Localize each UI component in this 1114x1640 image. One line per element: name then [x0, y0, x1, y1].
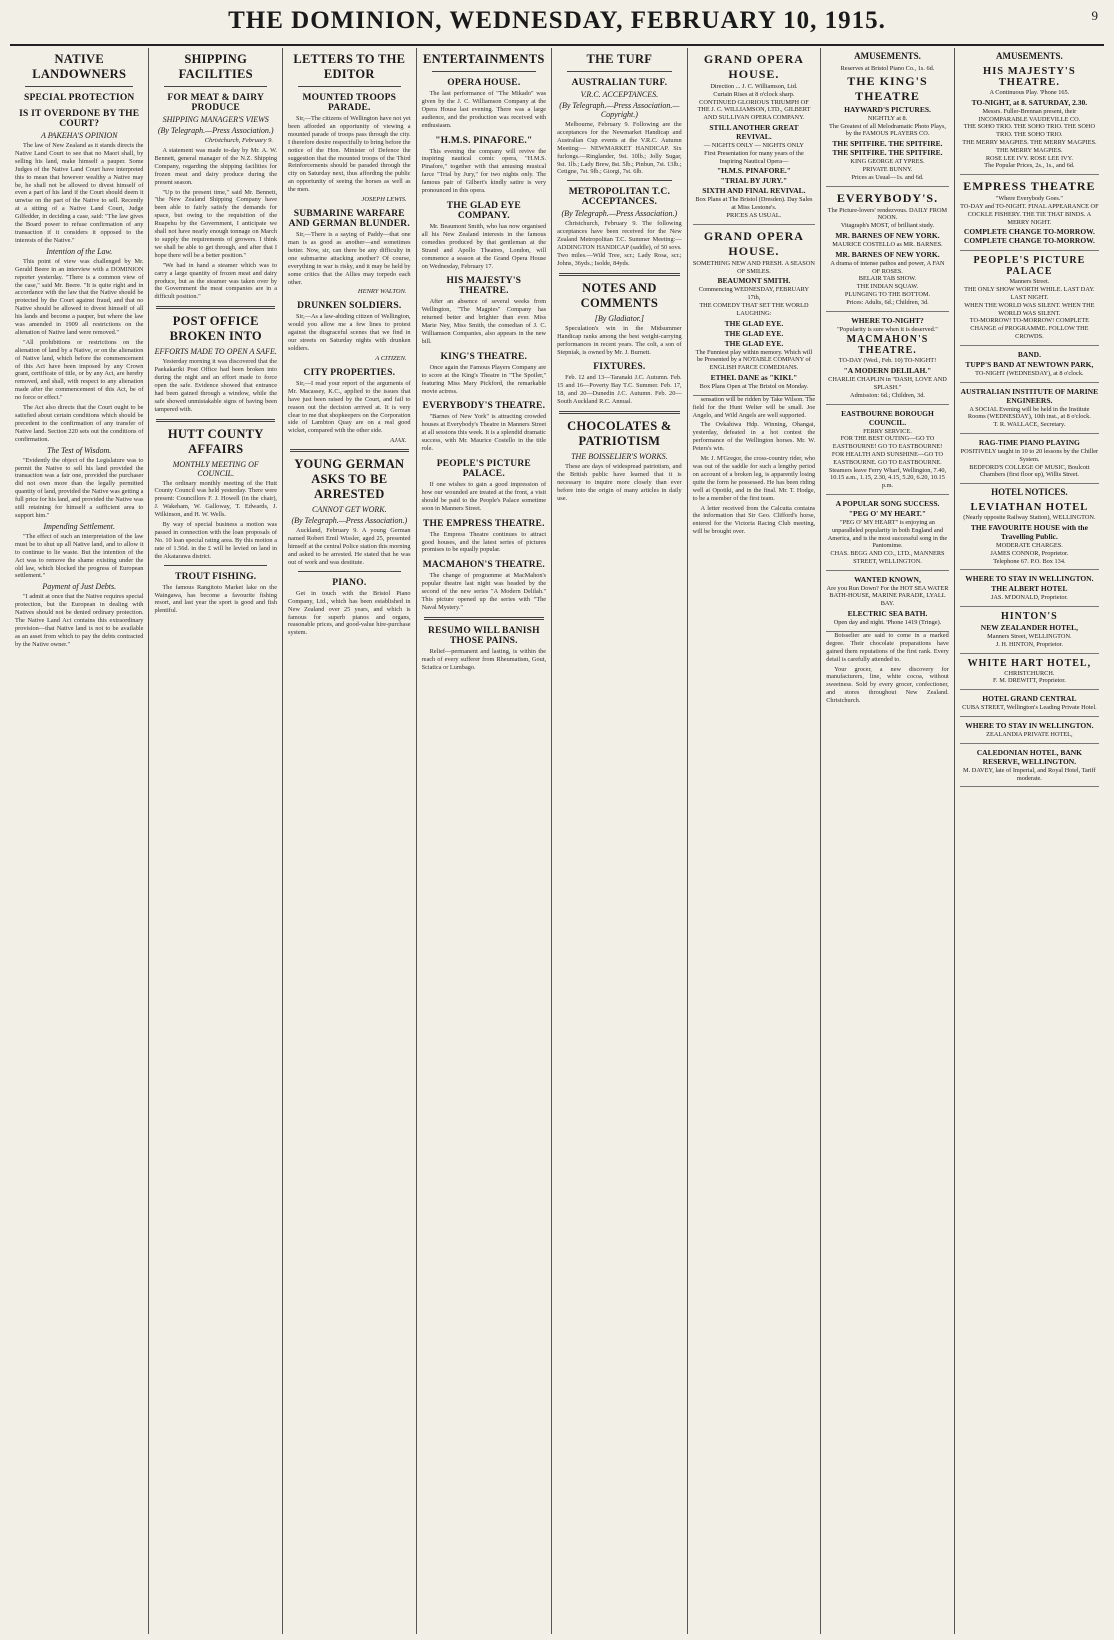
entertainment-body: The Empress Theatre continues to attract good houses, and the latest series of pictures promises to be equally popular. [421, 530, 547, 554]
advert-line: SIXTH AND FINAL REVIVAL. [702, 186, 806, 196]
columns [10, 48, 1104, 1634]
advert-heading: WHERE TO STAY IN WELLINGTON. [965, 721, 1094, 731]
advert-line: "H.M.S. PINAFORE." [716, 166, 791, 176]
article-paragraph: Speculation's win in the Midsummer Handicap ranks among the best weight-carrying performances in recent years. The colt, a son of Stepniak, is owned by Mr. J. Burnett. [557, 324, 682, 356]
byline: [By Gladiator.] [594, 313, 645, 323]
advert-line: THE GLAD EYE. [724, 328, 784, 338]
column-turf [552, 48, 688, 1634]
advert-line: TO-DAY (Wed., Feb. 10) TO-NIGHT! [838, 357, 937, 365]
advert-line: Manners Street. [1009, 278, 1050, 286]
advert-line: NEW ZEALANDER HOTEL, [980, 623, 1078, 633]
advert-line: MR. BARNES OF NEW YORK. [835, 249, 940, 259]
article-paragraph: Boisselier are said to come in a marked degree. Their chocolate preparations have gained them reputations of the first rank. Every detail is carefully attended to. [826, 631, 949, 663]
article-heading: LETTERS TO THE EDITOR [293, 52, 406, 81]
advert-line: MR. BARNES OF NEW YORK. [835, 230, 940, 240]
page-number: 9 [1091, 8, 1098, 23]
advert-line: J. H. HINTON, Proprietor. [995, 640, 1063, 648]
advert-line: Vitagraph's MOST, of brilliant study. [840, 222, 935, 230]
advert-line: Reserves at Bristol Piano Co., 1s. 6d. [840, 65, 935, 72]
article-paragraph: Mr. J. M'Gregor, the cross-country rider, who was out of the saddle for such a lengthy period on account of a broken leg, is apparently losing quite the form he possessed. He has been riding well at Opotiki, and in the final. Mr. T. Hodge, to be a member of the first team. [692, 455, 816, 502]
advert-line: A SOCIAL Evening will be held in the Institute Rooms (WEDNESDAY), 10th inst., at 8 o'clock. [967, 405, 1091, 421]
entertainment-body: The last performance of "The Mikado" was given by the J. C. Williamson Company at the Opera House last evening. There was a large audience, and the production was received with enthusiasm. [421, 90, 547, 129]
article-subheading: FOR MEAT & DAIRY PRODUCE [167, 93, 265, 113]
byline: (By Telegraph.—Press Association.) [157, 126, 274, 135]
advert-line: FERRY SERVICE. [863, 427, 912, 435]
article-heading: CHOCOLATES & PATRIOTISM [567, 419, 672, 449]
advert-ragtime-piano [960, 434, 1099, 484]
advert-his-majestys [960, 62, 1099, 175]
article-subheading: THE BOISSELIER'S WORKS. [571, 452, 668, 462]
letter-body: Sir,—The citizens of Wellington have not yet been afforded an opportunity of viewing a mounted parade of troops pass through the city. I therefore desire respectfully to bring before the notice of the Hon. Minister of Defence the suggestion that the mounted troops of the Third Reinforcements should be paraded through the city on Saturday next, thus affording the public an opportunity of seeing the horses as well as the men. [288, 115, 411, 194]
advert-line: THE SOHO TRIO. THE SOHO TRIO. THE SOHO TRIO. THE SOHO TRIO. [963, 123, 1095, 139]
advert-heading: LEVIATHAN HOTEL [970, 502, 1089, 514]
advert-line: COMPLETE CHANGE TO-MORROW. COMPLETE CHANGE TO-MORROW. [963, 227, 1095, 246]
advert-line: NIGHTLY at 8. [867, 114, 908, 122]
article-subheading: V.R.C. ACCEPTANCES. [580, 90, 659, 99]
acceptances-list: Christchurch, February 9. The following acceptances have been received for the New Zealand Metropolitan T.C. Summer Meeting:— ADDINGTON HANDICAP (saddle), of 50 sovs. Two miles.—Wild Tree, scr.; Lady Rosa, scr.; Johns, 36yds.; Isolde, 84yds. [557, 220, 682, 267]
advert-heading: EMPRESS THEATRE [963, 179, 1096, 194]
article-paragraph: "Evidently the object of the Legislature was to permit the Native to sell his land provided the transaction was a fair one, provided the purchaser did not own more than the legally permitted quantity of land, provided the Native was getting a full price for his land, and provided the Native was still retaining for himself a sufficient area to support him." [15, 456, 144, 519]
advert-marine-engineers [960, 383, 1099, 434]
section-heading: The Test of Wisdom. [47, 445, 112, 455]
advert-line: "TRIAL BY JURY." [720, 176, 788, 186]
advert-line: "PEG O' MY HEART" is enjoying an unparalleled popularity in both England and America, and is the most successful song in the Pantomime. [827, 518, 948, 550]
advert-heading: GRAND OPERA HOUSE. [703, 52, 804, 81]
advert-line: Prices as Usual—1s. and 6d. [851, 173, 924, 181]
advert-peoples-palace [960, 251, 1099, 345]
article-paragraph: "The effect of such an interpretation of the law must be to shut up all Native land, and to allow it to continue to lie waste. But the intention of the Act was to remove the shame existing under the old law, which blocked the progress of European settlement." [15, 532, 144, 580]
byline: (By Telegraph.—Press Association.—Copyright.) [559, 101, 680, 119]
entertainment-body: The change of programme at MacMahon's popular theatre last night was headed by the second of the new series "A Modern Delilah." This picture opened up the series with "The Naval Mystery." [421, 572, 547, 611]
article-paragraph: sensation will be ridden by Take Wilson. The field for the Hunt Welter will be small. Joe Angelo, and Wild Angels are well supported. [692, 395, 816, 419]
article-heading: ENTERTAINMENTS [423, 52, 545, 66]
advert-line: POSITIVELY taught in 10 to 20 lessons by the Chiller System. [960, 447, 1099, 463]
entertainment-title: MACMAHON'S THEATRE. [422, 560, 545, 571]
article-paragraph: "Up to the present time," said Mr. Bennett, "the New Zealand Shipping Company have been able to fairly satisfy the demands for space, but owing to the requisition of the Ruapehu by the Government, I anticipate we shall not have nearly enough tonnage on March to supply the requirements of growers. I think we shall be able to get through, and after that I hope there will be a better position." [154, 188, 278, 259]
advert-line: Open day and night. 'Phone 1419 (Tringe). [833, 619, 942, 627]
advert-line: First Presentation for many years of the Inspiring Nautical Opera— [704, 149, 804, 165]
advert-line: SOMETHING NEW AND FRESH. A SEASON OF SMILES. [692, 259, 815, 275]
advert-line: ROSE LEE IVY. ROSE LEE IVY. [985, 154, 1073, 162]
advert-line: TUPP'S BAND AT NEWTOWN PARK, [965, 359, 1094, 369]
advert-everybodys [826, 187, 949, 312]
article-paragraph: These are days of widespread patriotism, and the British public have learned that it is necessary to inquire more closely than ever before into the origin of many articles in daily use. [557, 463, 682, 502]
article-subheading: MONTHLY MEETING OF COUNCIL. [172, 459, 259, 478]
advert-line: ELECTRIC SEA BATH. [847, 609, 928, 619]
column-shipping [149, 48, 283, 1634]
advert-heading: AUSTRALIAN INSTITUTE OF MARINE ENGINEERS. [960, 386, 1099, 405]
article-paragraph: Your grocer, a new discovery for manufacturers, line, white cocoa, without sweetness. Sold by every grocer, confectioner, and stores throughout New Zealand. Christchurch. [826, 665, 949, 705]
advert-line: TO-NIGHT, at 8. SATURDAY, 2.30. [971, 97, 1088, 107]
section-heading: FIXTURES. [593, 362, 646, 373]
advert-line: Are you Run Down? For the HOT SEA WATER BATH-HOUSE, MARINE PARADE, LYALL BAY. [826, 584, 949, 608]
advert-line: Steamers leave Ferry Wharf, Wellington, 7.40, 10.15 a.m., 1.15, 2.30, 4.15, 5.20, 6.20, 10.15 p.m. [828, 466, 947, 490]
advert-peg-o-my-heart [826, 495, 949, 571]
article-heading: THE TURF [586, 52, 653, 66]
advert-line: TO-MORROW! TO-MORROW! COMPLETE CHANGE of PROGRAMME. FOLLOW THE CROWDS. [969, 317, 1090, 340]
advert-leviathan-hotel [960, 498, 1099, 570]
advert-line: The Picture-lovers' rendezvous. DAILY FROM NOON. [827, 206, 948, 222]
advert-heading: EASTBOURNE BOROUGH COUNCIL. [841, 408, 934, 427]
advert-line: Box Plans Open at The Bristol on Monday. [699, 382, 809, 390]
advert-line: F. M. DREWITT, Proprietor. [993, 677, 1066, 685]
advert-line: CHRISTCHURCH. [1004, 669, 1055, 677]
dateline: Christchurch, February 9. [204, 137, 274, 144]
article-paragraph: A letter received from the Calcutta contains the information that Sir Geo. Clifford's horse, entered for the Victoria Racing Club meeting, will be brought over. [692, 504, 816, 536]
advert-heading: A POPULAR SONG SUCCESS. [835, 498, 940, 508]
letter-signature: A CITIZEN. [375, 354, 407, 362]
advert-line: FOR THE BEST OUTING—GO TO EASTBOURNE! GO TO EASTBOURNE! [832, 435, 943, 451]
section-heading: AMUSEMENTS. [854, 51, 921, 61]
byline: (By Telegraph.—Press Association.) [561, 209, 678, 219]
advert-sea-bath [826, 571, 949, 632]
entertainment-title: KING'S THEATRE. [440, 351, 528, 362]
advert-line: M. DAVEY, late of Imperial, and Royal Hotel, Tariff moderate. [963, 766, 1096, 782]
advert-line: THE COMEDY THAT SET THE WORLD LAUGHING: [699, 301, 809, 317]
article-heading: RESUMO WILL BANISH THOSE PAINS. [428, 625, 540, 646]
advert-line: Box Plans at The Bristol (Dresden). Day Sales at Miss Lestone's. [695, 196, 813, 212]
advert-line: "A MODERN DELILAH." [843, 366, 932, 376]
letter-title: MOUNTED TROOPS PARADE. [302, 93, 397, 113]
advert-heading: HOTEL GRAND CENTRAL [982, 694, 1077, 704]
article-heading: PIANO. [332, 577, 367, 588]
advert-heading: THE KING'S THEATRE [847, 73, 928, 103]
article-paragraph: Auckland, February 9. A young German named Robert Emil Wissler, aged 25, presented himself at the central Police station this morning and asked to be arrested. He stated that he was out of work and was destitute. [288, 527, 411, 566]
article-subheading: EFFORTS MADE TO OPEN A SAFE. [154, 347, 277, 357]
advert-line: CONTINUED GLORIOUS TRIUMPH OF THE J. C. WILLIAMSON, LTD., GILBERT AND SULLIVAN OPERA COMPANY. [697, 98, 811, 122]
letter-title: DRUNKEN SOLDIERS. [297, 301, 402, 312]
entertainment-body: This evening the company will revive the inspiring nautical comic opera, "H.M.S. Pinafore," together with that amusing musical farce "Trial by Jury," for two nights only. The famous pair of Gilbert's kindly satire is very pronounced in this opera. [421, 147, 547, 195]
advert-heading: EVERYBODY'S. [836, 190, 939, 205]
advert-line: The Greatest of all Melodramatic Photo Plays, by the FAMOUS PLAYERS CO. [828, 122, 946, 138]
letter-signature: AJAX. [390, 437, 407, 445]
advert-line: Curtain Rises at 8 o'clock sharp. [713, 90, 795, 98]
advert-line: THE SPITFIRE. THE SPITFIRE. THE SPITFIRE. THE SPITFIRE. [832, 139, 943, 158]
entertainment-title: EVERYBODY'S THEATRE. [422, 401, 546, 412]
advert-grand-opera-house [693, 48, 816, 225]
entertainment-body: Once again the Famous Players Company are to score at the King's Theatre in "The Spoiler," featuring Miss Mary Pickford, the remarkable movie actress. [421, 363, 547, 395]
advert-line: MODERATE CHARGES. [995, 541, 1063, 549]
advert-zealandia [960, 717, 1099, 744]
advert-line: PLUNGING TO THE BOTTOM. [844, 290, 931, 298]
advert-heading: RAG-TIME PIANO PLAYING [978, 437, 1080, 447]
article-paragraph: Get in touch with the Bristol Piano Company, Ltd., which has been established in New Zealand over 25 years, and which is famous for superb pianos and organs, reasonable prices, and good-value hire-purchase system. [288, 589, 411, 637]
entertainment-title: THE EMPRESS THEATRE. [423, 518, 545, 529]
advert-line: T. R. WALLACE, Secretary. [993, 421, 1066, 429]
advert-line: THE INDIAN SQUAW. [856, 283, 919, 291]
advert-line: ETHEL DANE as "KIKI." [710, 372, 798, 382]
article-subheading: A PAKEHA'S OPINION [40, 131, 118, 140]
advert-line: THE ONLY SHOW WORTH WHILE. LAST DAY. LAST NIGHT. [964, 286, 1095, 301]
advert-line: CHARLIE CHAPLIN in "DASH, LOVE AND SPLASH." [828, 376, 947, 391]
advert-heading: GRAND OPERA HOUSE. [703, 228, 804, 258]
advert-line: PRIVATE BUNNY. [862, 165, 913, 173]
section-heading: Payment of Just Debts. [42, 582, 117, 592]
article-paragraph: By way of special business a motion was passed in connection with the loan proposals of No. 10 loan special rating area. By this motion a rate of 1.56d. in the £ will be levied on land in the Akatarawa district. [154, 521, 278, 560]
advert-line: Messrs. Fuller-Brennan present, their INCOMPARABLE VAUDEVILLE CO. [978, 107, 1081, 123]
advert-heading: WHITE HART HOTEL, [967, 657, 1092, 669]
advert-line: The Funniest play within memory. Which will be Presented by a NOTABLE COMPANY of ENGLISH FARCE COMEDIANS. [695, 348, 813, 372]
article-subheading: METROPOLITAN T.C. ACCEPTANCES. [568, 187, 671, 208]
advert-glad-eye [693, 225, 816, 396]
article-heading: HUTT COUNTY AFFAIRS [167, 426, 264, 456]
advert-heading: BAND. [1017, 349, 1041, 359]
column-letters [283, 48, 417, 1634]
letter-body: Sir,—As a law-abiding citizen of Wellington, would you allow me a few lines to protest against the disgraceful scenes that we find in our streets on Saturday nights with drunken soldiers. [288, 313, 411, 353]
article-subheading: CANNOT GET WORK. [311, 505, 387, 515]
advert-line: PRICES AS USUAL. [726, 211, 782, 219]
article-paragraph: A statement was made to-day by Mr. A. W. Bennett, general manager of the N.Z. Shipping Company, regarding the shipping facilities for frozen meat and dairy produce during the present season. [154, 147, 278, 186]
advert-heading: WANTED KNOWN, [854, 574, 921, 584]
entertainment-body: Mr. Beaumont Smith, who has now organised all his New Zealand interests in the famous comedies produced by that gentleman at the Strand and Apollo Theatres, London, will commence a season at the Grand Opera House on Wednesday, February 17. [421, 222, 547, 270]
advert-line: "PEG O' MY HEART." [848, 508, 927, 518]
advert-line: BEAUMONT SMITH. [717, 276, 791, 286]
advert-line: Telephone 67. P.O. Box 134. [993, 557, 1066, 565]
section-heading: AMUSEMENTS. [996, 51, 1063, 61]
column-opera-ads [688, 48, 822, 1634]
advert-heading: PEOPLE'S PICTURE PALACE [973, 255, 1086, 278]
advert-line: "Where Everybody Goes." [995, 195, 1063, 203]
section-heading: Impending Settlement. [43, 521, 115, 531]
advert-macmahons [826, 312, 949, 405]
advert-line: Manners Street, WELLINGTON. [987, 633, 1072, 641]
advert-eastbourne-ferry [826, 405, 949, 495]
article-paragraph: The Act also directs that the Court ought to be satisfied about certain conditions which should be precedent to the confirmation of any transfer of Native land. Section 220 sets out the conditions of confirmation. [15, 404, 144, 443]
advert-line: Commencing WEDNESDAY, FEBRUARY 17th, [698, 286, 810, 302]
advert-line: BEDFORD'S COLLEGE OF MUSIC, Boulcott Chambers (first floor up), Willis Street. [969, 463, 1090, 479]
article-paragraph: This point of view was challenged by Mr. Gerald Beere in an interview with a DOMINION reporter yesterday. "There is a common view of the case," said Mr. Beere. "It is quite right and in accordance with the law that the Native should be protected by the Court against fraud, and that no Native should be allowed to divest himself of all his lands and become a pauper, but where the law was amended in 1909 all restrictions on the alienation of Native land were removed." [15, 257, 144, 336]
advert-line: THE MERRY MAGPIES. THE MERRY MAGPIES. THE MERRY MAGPIES. [962, 138, 1097, 154]
entertainment-title: HIS MAJESTY'S THEATRE. [446, 276, 522, 297]
article-subheading: SHIPPING MANAGER'S VIEWS [162, 115, 269, 124]
advert-hintons [960, 607, 1099, 654]
advert-line: FOR HEALTH AND SUNSHINE—GO TO EASTBOURNE. GO TO EASTBOURNE. [831, 450, 944, 466]
article-heading: TROUT FISHING. [175, 571, 257, 582]
article-paragraph: "All prohibitions or restrictions on the alienation of land by a Native, or on the alienation of Native land, which before the commencement of this Act have been imposed by any Crown grant, certificate of title, or by any Act, are hereby removed, and shall, with respect to any alienation made after the commencement of this Act, be of no force or effect." [15, 338, 144, 402]
column-native-landowners [10, 48, 149, 1634]
entertainment-title: PEOPLE'S PICTURE PALACE. [436, 459, 531, 479]
advert-line: The Popular Prices, 2s., 1s., and 6d. [984, 162, 1075, 170]
advert-line: TO-NIGHT (WEDNESDAY), at 8 o'clock. [975, 369, 1084, 377]
masthead-title: THE DOMINION, WEDNESDAY, FEBRUARY 10, 1915. [228, 7, 886, 34]
letter-signature: HENRY WALTON. [357, 288, 407, 296]
entertainment-title: THE GLAD EYE COMPANY. [446, 200, 521, 221]
advert-heading: CALEDONIAN HOTEL, BANK RESERVE, WELLINGTON. [976, 747, 1082, 766]
advert-line: MACMAHON'S THEATRE. [846, 334, 929, 357]
advert-heading: HIS MAJESTY'S THEATRE. [983, 66, 1076, 88]
advert-line: — NIGHTS ONLY — NIGHTS ONLY [703, 141, 804, 149]
article-paragraph: The ordinary monthly meeting of the Hutt County Council was held yesterday. There were present: Councillors F. J. Howell (in the chair), J. Wakeham, W. Galloway, T. Edwards, J. Wilkinson, and H. W. Wells. [154, 479, 278, 519]
advert-line: HAYWARD'S PICTURES. [844, 104, 931, 114]
article-heading: SHIPPING FACILITIES [178, 52, 253, 81]
article-heading: NATIVE LANDOWNERS [32, 52, 127, 81]
advert-albert-hotel [960, 570, 1099, 607]
advert-line: Admission: 6d.; Children, 3d. [850, 391, 925, 399]
letter-body: Sir,—There is a saying of Paddy—that one man is as good as another—and sometimes better. Now, sir, can there be any difficulty in one submarine attacking another? Of course, everything in war is risky, and it may be held by some critics that the Allies may torpedo each other. [288, 231, 411, 286]
advert-caledonian [960, 744, 1099, 788]
advert-line: TO-DAY and TO-NIGHT. FINAL APPEARANCE OF [960, 202, 1099, 210]
article-paragraph: The famous Rangitoto Market lake on the Waingawa, has become a favourite fishing resort, and last year the sport is good and fish plentiful. [154, 583, 278, 615]
section-heading: Intention of the Law. [46, 246, 113, 256]
masthead [10, 4, 1104, 46]
advert-line: "Popularity is sure when it is deserved." [837, 325, 938, 333]
advert-line: COCKLE FISHERY. THE TIE THAT BINDS. A MERRY NIGHT. [967, 210, 1092, 226]
article-paragraph: "I admit at once that the Native requires special protection, but the European in dealing with Natives should not be denied ordinary protection. The Native Land Act contains this extraordinary provision—that Native land is not to be available as an asset from which to pay the debts contracted by the Native owner." [15, 593, 144, 648]
advert-heading: WHERE TO STAY IN WELLINGTON. [965, 574, 1094, 584]
entertainment-title: "H.M.S. PINAFORE." [435, 135, 533, 146]
advert-heading: WHERE TO-NIGHT? [851, 315, 924, 325]
letter-body: Sir,—I read your report of the arguments of Mr. Macassey, K.C., applied to the issues that have just been raised by the Court, and fail to reason out the decision arrived at. It is very clear to me that shopkeepers on the Corporation side of Lambton Quay are on a real good wicket, compared with the other side. [288, 379, 411, 435]
letter-title: CITY PROPERTIES. [303, 367, 396, 378]
advert-empress [960, 175, 1099, 251]
advert-line: BELAIR TAB SHOW. [858, 275, 917, 283]
article-subheading: AUSTRALIAN TURF. [571, 78, 668, 88]
advert-line: CUBA STREET, Wellington's Leading Private Hotel. [962, 704, 1097, 712]
article-heading: NOTES AND COMMENTS [580, 280, 659, 310]
advert-white-hart [960, 654, 1099, 691]
advert-kings-theatre [826, 62, 949, 187]
advert-line: A Continuous Play. 'Phone 165. [989, 89, 1070, 96]
advert-line: JAS. M'DONALD, Proprietor. [990, 594, 1068, 602]
advert-line: ZEALANDIA PRIVATE HOTEL, [986, 731, 1073, 739]
entertainment-title: OPERA HOUSE. [447, 78, 521, 88]
advert-line: THE FAVOURITE HOUSE with the Travelling Public. [970, 522, 1088, 541]
advert-line: Prices: Adults, 6d.; Children, 3d. [846, 298, 929, 306]
advert-line: THE GLAD EYE. [724, 338, 784, 348]
advert-line: Direction ... J. C. Williamson, Ltd. [710, 83, 798, 90]
column-amusements-1 [821, 48, 955, 1634]
advert-heading: HINTON'S [1001, 611, 1058, 623]
section-heading: HOTEL NOTICES. [991, 487, 1068, 498]
advert-line: STILL ANOTHER GREAT REVIVAL. [709, 122, 799, 141]
article-subheading: SPECIAL PROTECTION [23, 93, 135, 103]
advert-line: (Nearly opposite Railway Station), WELLINGTON. [963, 514, 1096, 522]
advert-line: JAMES CONNOR, Proprietor. [990, 549, 1069, 557]
letter-title: SUBMARINE WARFARE AND GERMAN BLUNDER. [288, 209, 410, 230]
entertainment-body: "Barnes of New York" is attracting crowded houses at Everybody's Theatre in Manners Street at all sessions this week. It is a splendid dramatic success, with Mr. Maurice Costello in the title role. [421, 413, 547, 453]
entertainment-body: If one wishes to gain a good impression of how our wounded are treated at the front, a visit should be paid to the People's Palace sometime soon in Manners Street. [421, 481, 547, 512]
advert-band [960, 346, 1099, 383]
column-entertainments [417, 48, 553, 1634]
advert-line: MAURICE COSTELLO as MR. BARNES. [832, 240, 943, 248]
fixtures-list: Feb. 12 and 13—Taranaki J.C. Autumn. Feb. 15 and 16—Poverty Bay T.C. Summer. Feb. 17, 18, and 20—Dunedin J.C. Autumn. Feb. 20—South Auckland R.C. Annual. [557, 374, 682, 406]
letter-signature: JOSEPH LEWIS. [361, 196, 407, 204]
article-paragraph: Relief—permanent and lasting, is within the reach of every sufferer from Rheumatism, Gout, Sciatica or Lumbago. [421, 647, 547, 671]
advert-line: CHAS. BEGG AND CO., LTD., MANNERS STREET, WELLINGTON. [830, 550, 945, 565]
article-heading: POST OFFICE BROKEN INTO [169, 314, 262, 344]
advert-line: THE GLAD EYE. [724, 318, 784, 328]
article-heading: YOUNG GERMAN ASKS TO BE ARRESTED [294, 457, 405, 502]
article-paragraph: The Ovkahiwa Hdp. Winning, Ohangai, yesterday, defeated in a hot contest the performance of the Wellington horses. Mr. W. Peters's win. [692, 421, 816, 453]
article-paragraph: "We had in hand a steamer which was to carry a large quantity of frozen meat and dairy produce, but as the steamer was taken over by the Government the meat companies are in a difficult position." [154, 261, 278, 301]
advert-grand-central [960, 690, 1099, 717]
article-paragraph: Yesterday morning it was discovered that the Paekakariki Post Office had been broken into during the night and an effort made to force open the safe. Evidence showed that entrance had been gained through a window, while the safe showed unmistakable signs of having been tampered with. [154, 358, 278, 413]
advert-line: WHEN THE WORLD WAS SILENT. WHEN THE WORLD WAS SILENT. [964, 301, 1095, 317]
advert-line: THE ALBERT HOTEL [991, 584, 1068, 594]
advert-line: A drama of intense pathos and power, A FAN OF ROSES. [830, 259, 945, 275]
column-amusements-2 [955, 48, 1104, 1634]
advert-line: KING GEORGE AT YPRES. [850, 158, 925, 166]
acceptances-list: Melbourne, February 9. Following are the acceptances for the Newmarket Handicap and Australian Cup events at the V.R.C. Autumn Meeting:— NEWMARKET HANDICAP. Six furlongs.—Ringlander, 9st. 10lb.; Jolly Sugar, 9st. 1lb.; Lady Brew, 8st. 5lb.; Pinbun, 7st. 13lb.; Cetigne, 7st. 9lb.; Giorgi, 7st. 6lb. [557, 121, 682, 176]
article-subheading: IS IT OVERDONE BY THE COURT? [19, 109, 140, 129]
article-paragraph: The law of New Zealand as it stands directs the Native Land Court to see that no Maori shall, by selling his land, make himself a pauper. Some Judges of the Native Land Court have interpreted this to mean that however wealthy a Native may be, he shall not be allowed to divest himself of even a part of his land if the Court should deem it unwise on the part of the Native to sell. Recently at a sitting of a Native Land Court, Judge Gilfedder, in deciding a case, said: "The law gives the Board power to refuse confirmation of any transaction if it considers it opposed to the interests of the Native." [15, 142, 144, 244]
byline: (By Telegraph.—Press Association.) [291, 516, 408, 526]
entertainment-body: After an absence of several weeks from Wellington, "The Magpies" Company has returned better and brighter than ever. Miss Marie Ney, Miss Smith, the comedian of J. C. Williamson Companies, also appears in the new bill. [421, 298, 547, 345]
